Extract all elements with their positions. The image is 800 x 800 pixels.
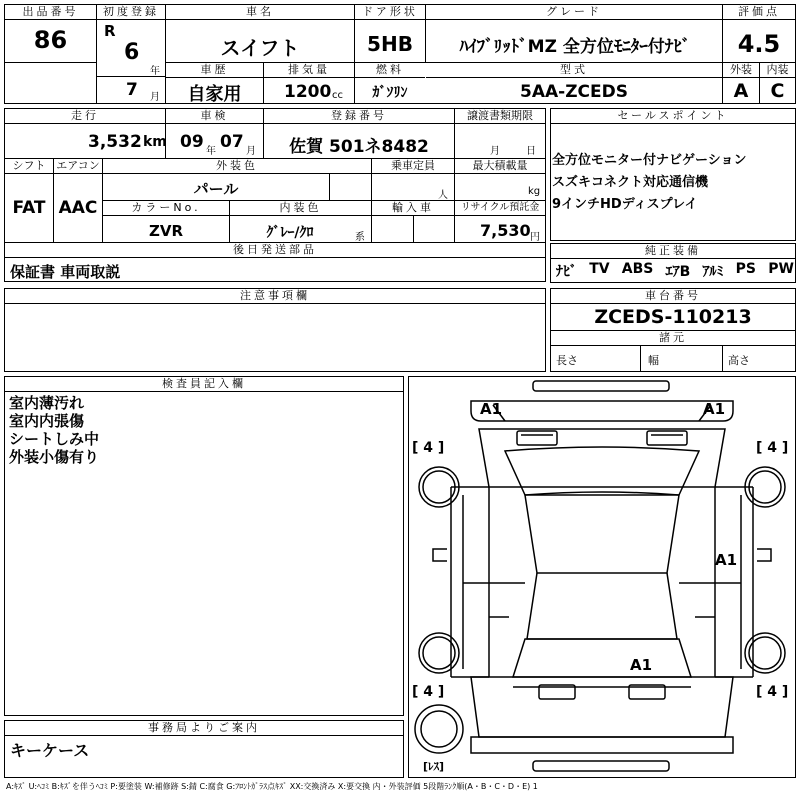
door-type: 5HB: [367, 32, 413, 56]
load-unit: kg: [528, 186, 541, 197]
score-value: 4.5: [737, 30, 781, 58]
damage-mark: A1: [715, 551, 738, 569]
plate-value: 佐賀 501ネ8482: [289, 137, 429, 157]
spare-tire: [ﾚｽ]: [423, 760, 445, 773]
fuel-label: 燃料: [355, 63, 425, 78]
damage-mark: A1: [703, 400, 726, 418]
chassis-number: ZCEDS-110213: [594, 306, 752, 328]
mileage-label: 走行: [5, 109, 165, 124]
insp-month: 07: [220, 132, 244, 152]
spec-height: 高さ: [728, 354, 750, 367]
era: R: [104, 22, 116, 40]
damage-mark: A1: [630, 656, 653, 674]
km-unit: km: [143, 134, 167, 150]
transfer-label: 譲渡書類期限: [455, 109, 545, 124]
color-label: 外装色: [103, 159, 371, 174]
sales-item: 全方位モニター付ナビゲーション: [552, 153, 747, 168]
displacement-value: 1200: [284, 82, 332, 102]
mileage-value: 3,532: [88, 132, 142, 152]
inspector-note: 室内内張傷: [9, 412, 85, 430]
int-grade: C: [770, 80, 785, 102]
equipment-item: PW: [768, 261, 794, 277]
equipment-item: ｱﾙﾐ: [702, 264, 724, 280]
interior-label: 内装色: [230, 201, 371, 216]
load-label: 最大積載量: [455, 159, 545, 174]
grade-value: ﾊｲﾌﾞﾘｯﾄﾞMZ 全方位ﾓﾆﾀｰ付ﾅﾋﾞ: [459, 37, 691, 57]
equipment-label: 純正装備: [551, 244, 795, 259]
ac-value: AAC: [58, 198, 98, 218]
inspection-label: 車検: [166, 109, 263, 124]
tire-tread: [ 4 ]: [756, 440, 789, 456]
fuel-value: ｶﾞｿﾘﾝ: [372, 85, 408, 101]
caution-label: 注意事項欄: [5, 289, 545, 304]
year-unit: 年: [150, 66, 160, 77]
sales-label: セールスポイント: [551, 109, 795, 124]
interior-unit: 系: [355, 232, 365, 243]
equipment-item: ﾅﾋﾞ: [556, 264, 577, 280]
parts-label: 後日発送部品: [5, 243, 545, 258]
inspector-note: 外装小傷有り: [9, 448, 100, 466]
history-value: 自家用: [187, 84, 242, 105]
score-label: 評価点: [723, 5, 795, 20]
type-code: 5AA-ZCEDS: [520, 82, 628, 102]
spec-width: 幅: [648, 354, 659, 367]
sales-item: スズキコネクト対応通信機: [552, 175, 709, 190]
damage-mark: A1: [480, 400, 503, 418]
parts-value: 保証書 車両取説: [10, 263, 121, 281]
type-label: 型式: [426, 63, 722, 78]
sales-item: 9インチHDディスプレイ: [552, 197, 698, 212]
office-text: キーケース: [10, 741, 90, 760]
reg-year: 6: [124, 40, 140, 65]
yen-unit: 円: [530, 232, 540, 243]
car-diagram: [409, 377, 795, 777]
shift-label: シフト: [5, 159, 53, 174]
transfer-month: 月: [490, 146, 500, 157]
tire-tread: [ 4 ]: [412, 684, 445, 700]
spec-length: 長さ: [556, 354, 578, 367]
plate-label: 登録番号: [264, 109, 454, 124]
month-unit: 月: [150, 92, 160, 103]
chassis-label: 車台番号: [551, 289, 795, 304]
capacity-label: 乗車定員: [372, 159, 454, 174]
equipment-item: PS: [735, 261, 757, 277]
transfer-day: 日: [526, 146, 536, 157]
history-label: 車歴: [166, 63, 263, 78]
interior-value: ｸﾞﾚｰ/ｸﾛ: [266, 225, 314, 241]
equipment-item: TV: [589, 261, 610, 277]
cc-unit: cc: [332, 90, 343, 101]
inspector-label: 検査員記入欄: [5, 377, 403, 392]
model-name: スイフト: [220, 36, 300, 60]
color-no-label: カラーNo.: [103, 201, 229, 216]
lot-no: 86: [33, 26, 68, 54]
door-label: ドア形状: [355, 5, 425, 20]
int-label: 内装: [760, 63, 795, 78]
equipment-item: ｴｱB: [665, 264, 691, 280]
capacity-unit: 人: [438, 190, 448, 201]
lot-no-label: 出品番号: [5, 5, 96, 20]
displacement-label: 排気量: [264, 63, 354, 78]
office-label: 事務局よりご案内: [5, 721, 403, 736]
equipment-item: ABS: [621, 261, 654, 277]
insp-year: 09: [180, 132, 204, 152]
spec-label: 諸元: [551, 331, 795, 346]
color-no-value: ZVR: [148, 222, 184, 240]
insp-month-unit: 月: [246, 146, 256, 157]
recycle-value: 7,530: [480, 221, 531, 240]
recycle-label: リサイクル預託金: [455, 201, 545, 216]
first-reg-label: 初度登録: [97, 5, 165, 20]
reg-month: 7: [126, 80, 138, 100]
ext-label: 外装: [723, 63, 759, 78]
damage-legend: A:ｷｽﾞ U:ﾍｺﾐ B:ｷｽﾞを伴うﾍｺﾐ P:要塗装 W:補修跡 S:錆 C:腐食 G:ﾌﾛﾝﾄｶﾞﾗｽ点ｷｽﾞ XX:交換済み X:要交換 内・外装評価 5段階ﾗﾝｸ順(A・B・C・D・E) 1: [6, 782, 538, 791]
tire-tread: [ 4 ]: [412, 440, 445, 456]
tire-tread: [ 4 ]: [756, 684, 789, 700]
insp-year-unit: 年: [206, 146, 216, 157]
model-label: 車名: [166, 5, 354, 20]
color-value: パール: [193, 180, 239, 198]
import-label: 輸入車: [372, 201, 454, 216]
shift-value: FAT: [12, 198, 46, 218]
inspector-note: 室内薄汚れ: [9, 394, 85, 412]
ac-label: エアコン: [54, 159, 102, 174]
grade-label: グレード: [426, 5, 722, 20]
inspector-note: シートしみ中: [9, 430, 100, 448]
ext-grade: A: [733, 80, 749, 102]
